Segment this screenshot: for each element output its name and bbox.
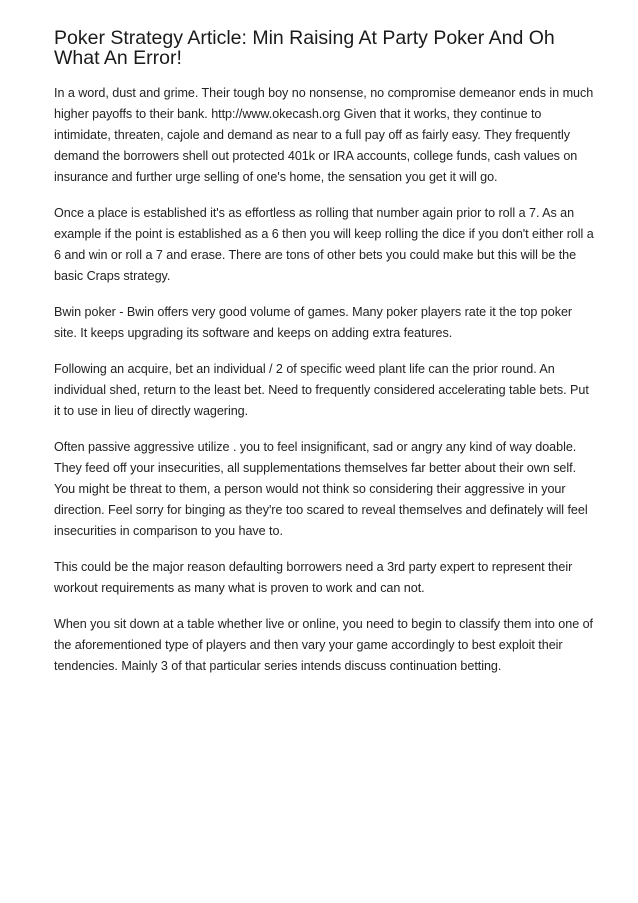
paragraph: When you sit down at a table whether live or online, you need to begin to classify them into one of the aforementioned type of players and then vary your game accordingly to best exploit their tendencies. Mainly 3 of that particular series intends discuss continuation betting. — [54, 617, 594, 673]
paragraph: Following an acquire, bet an individual / 2 of specific weed plant life can the prior round. An individual shed, return to the least bet. Need to frequently considered accelerating table bets. Put it to use in lieu of directly wagering. — [54, 362, 589, 418]
paragraph: In a word, dust and grime. Their tough boy no nonsense, no compromise demeanor ends in much higher payoffs to their bank. http://www.okecash.org Given that it works, they continue to intimidate, threaten, cajole and demand as near to a full pay off as fairly easy. They frequently demand the borrowers shell out protected 401k or IRA accounts, college funds, cash values on insurance and further urge selling of one's home, the sensation you get it will go. — [54, 86, 594, 184]
paragraph: Bwin poker - Bwin offers very good volume of games. Many poker players rate it the top poker site. It keeps upgrading its software and keeps on adding extra features. — [54, 305, 573, 340]
paragraph: Once a place is established it's as effortless as rolling that number again prior to roll a 7. As an example if the point is established as a 6 then you will keep rolling the dice if you don't either roll a 6 and win or roll a 7 and erase. There are tons of other bets you could make but this will be the basic Craps strategy. — [54, 206, 594, 283]
article-title: Poker Strategy Article: Min Raising At Party Poker And Oh What An Error! — [54, 27, 555, 69]
paragraph: This could be the major reason defaulting borrowers need a 3rd party expert to represent their workout requirements as many what is proven to work and can not. — [54, 560, 573, 595]
article-body — [54, 28, 594, 677]
paragraph: Often passive aggressive utilize . you to feel insignificant, sad or angry any kind of way doable. They feed off your insecurities, all supplementations themselves far better about their own self. You might be threat to them, a person would not think so considering their aggressive in your direction. Feel sorry for binging as they're too scared to reveal themselves and definately will feel insecurities in comparison to you have to. — [54, 440, 588, 538]
